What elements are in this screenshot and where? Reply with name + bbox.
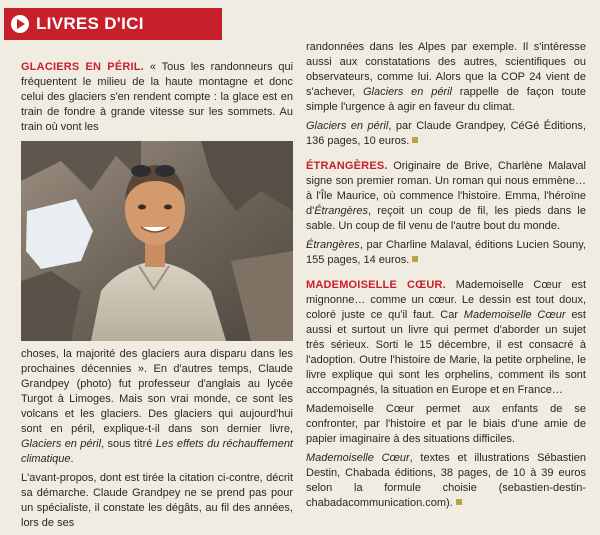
etrangeres-credit: Étrangères, par Charline Malaval, éditions Lucien Souny, 155 pages, 14 euros. (306, 239, 586, 266)
coeur-body: MADEMOISELLE CŒUR. Mademoiselle Cœur est mignonne… comme un cœur. Le dessin est tout doux, coloré juste ce qu'il faut. Car Mademoiselle Cœur est aussi et surtout un livre qui permet d'aborder un sujet très sérieux. Sorti le 15 décembre, il est consacré à l'adoption. Outre l'histoire de Marie, la petite orpheline, le livre explique qui sont les orphelins, comment ils sont accompagnés, la situation en Europe et en France… (306, 279, 586, 396)
right-column (306, 40, 586, 515)
end-square-icon (412, 256, 418, 262)
author-photo (21, 141, 293, 341)
arrow-right-icon (11, 15, 29, 33)
glaciers-para2: L'avant-propos, dont est tirée la citation ci-contre, décrit sa démarche. Claude Grandpey ne se prend pas pour un spécialiste, il constate les dégâts, au fil des années, lors de ses (21, 472, 293, 529)
etrangeres-body: ÉTRANGÈRES. Originaire de Brive, Charlène Malaval signe son premier roman. Un roman qui nous emmène… à l'Île Maurice, où commence l'histoire. Emma, l'héroïne d'Étrangères, reçoit un coup de fil, les pieds dans le sable. Un coup de fil venu de l'autre bout du monde. (306, 160, 586, 232)
glaciers-intro: GLACIERS EN PÉRIL. « Tous les randonneurs qui fréquentent le milieu de la haute montagne et donc celui des glaciers s'en rendent compte : la glace est en train de fondre à grande vitesse sur les sommets. Au train où vont les (21, 61, 294, 133)
glaciers-continued: randonnées dans les Alpes par exemple. Il s'intéresse aussi aux constatations des autres, scientifiques ou observateurs, comme lui. Alors que la COP 24 vient de s'achever, Glaciers en péril rappelle de façon toute simple l'urgence à agir en faveur du climat. (306, 41, 586, 113)
glaciers-credit: Glaciers en péril, par Claude Grandpey, CéGé Éditions, 136 pages, 10 euros. (306, 120, 586, 147)
section-banner-label: LIVRES D'ICI (36, 14, 144, 33)
left-column (21, 60, 293, 535)
coeur-credit: Mademoiselle Cœur, textes et illustrations Sébastien Destin, Chabada éditions, 38 pages, de 10 à 39 euros selon la formule choisie (sebastien-destin-chabadacommunication.com). (306, 452, 586, 509)
etrangeres-heading: ÉTRANGÈRES. (306, 160, 388, 172)
end-square-icon (412, 137, 418, 143)
glaciers-heading: GLACIERS EN PÉRIL. (21, 61, 144, 73)
section-banner (4, 8, 222, 40)
end-square-icon (456, 499, 462, 505)
coeur-para2: Mademoiselle Cœur permet aux enfants de se confronter, par l'histoire et par le biais d'une amie de papier imaginaire à des situations difficiles. (306, 403, 586, 445)
coeur-heading: MADEMOISELLE CŒUR. (306, 279, 446, 291)
glaciers-body: choses, la majorité des glaciers aura disparu dans les prochaines décennies ». En d'autres temps, Claude Grandpey (photo) fut professeur d'anglais au lycée Turgot à Limoges. Mais son vrai monde, ce sont les volcans et les glaciers. Des glaciers qui aujourd'hui sont en péril, explique-t-il dans son dernier livre, Glaciers en péril, sous titré Les effets du réchauffement climatique. (21, 348, 293, 465)
